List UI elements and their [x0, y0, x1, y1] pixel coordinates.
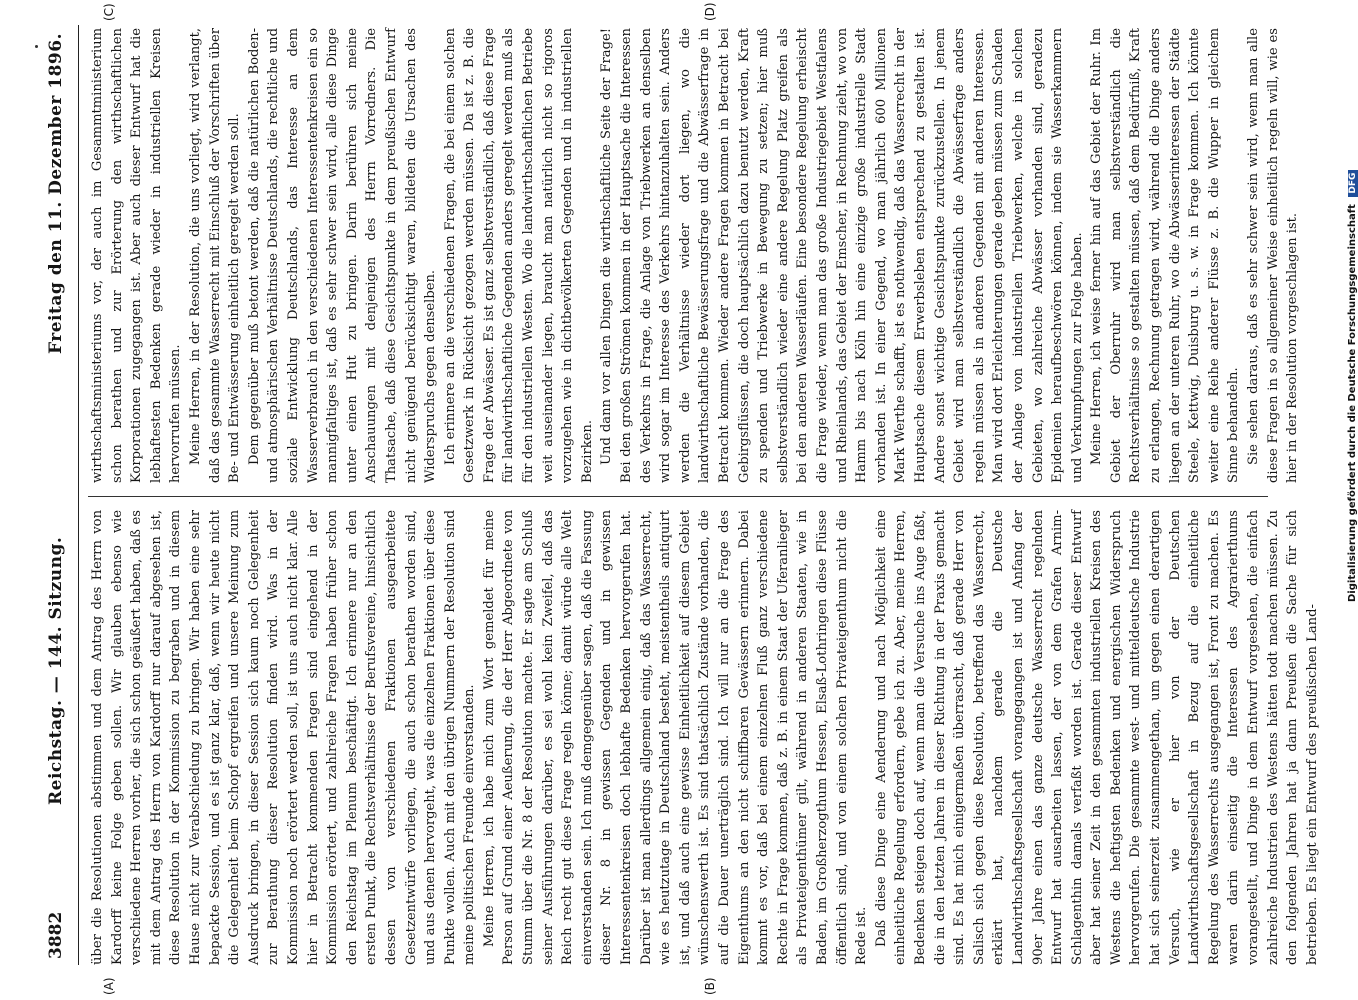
paragraph: Und dann vor allen Dingen die wirthschaftliche Seite der Frage! Bei den großen Strömen kommen in der Hauptsache die Interessen des Verkehrs in Frage, die Anlage von Triebwerken an denselben wird sogar im Interesse des Verkehrs hintanzuhalten sein. Anders werden die Verhältnisse wieder dort liegen, wo die landwirthschaftliche Bewässerungsfrage und die Abwässerfrage in Betracht kommen. Wieder andere Fragen kommen in Betracht bei Gebirgsflüssen, die doch hauptsächlich dazu benutzt werden, Kraft zu spenden und Triebwerke in Bewegung zu setzen; hier muß selbstverständlich wieder eine andere Regelung Platz greifen als bei den anderen Wasserläufen. Eine besondere Regelung erheischt die Frage wieder, wenn man das große Industriegebiet Westfalens und Rheinlands, das Gebiet der Emscher, in Rechnung zieht, wo von Hamm bis nach Köln hin eine einzige große industrielle Stadt vorhanden ist. In einer Gegend, wo man jährlich 600 Millionen Mark Werthe schafft, ist es nothwendig, daß das Wasserrecht in der Hauptsache diesem Erwerbsleben entsprechend zu gestalten ist. Andere sonst wichtige Gesichtspunkte zurückzustellen. In jenem Gebiet wird man selbstverständlich die Abwässerfrage anders regeln müssen als in anderen Gegenden mit anderen Interessen. Man wird dort Erleichterungen gerade geben müssen zum Schaden der Anlage von industriellen Triebwerken, welche in solchen Gebieten, wo zahlreiche Abwässer vorhanden sind, geradezu Epidemien heraufbeschwören können, indem sie Wasserkammern und Verkumpfungen zur Folge haben. — [599, 28, 1085, 483]
paragraph: Daß diese Dinge eine Aenderung und nach Möglichkeit eine einheitliche Regelung erfordern, gebe ich zu. Aber, meine Herren, Bedenken steigen doch auf, wenn man die Versuche ins Auge faßt, die in den letzten Jahren in dieser Richtung in der Praxis gemacht sind. Es hat mich einigermaßen überrascht, daß gerade Herr von Salisch sich gegen diese Resolution, betreffend das Wasserrecht, erklärt hat, nachdem gerade die Deutsche Landwirthschaftsgesellschaft vorangegangen ist und Anfang der 90er Jahre einen das ganze deutsche Wasserrecht regelnden Entwurf hat ausarbeiten lassen, der von dem Grafen Arnim-Schlagenthin damals verfaßt worden ist. Gerade dieser Entwurf aber hat seiner Zeit in den gesammten industriellen Kreisen des Westens die heftigsten Bedenken und energischen Widerspruch hervorgerufen. Die gesammte west- und mitteldeutsche Industrie hat sich seinerzeit zusammengethan, um gegen einen derartigen Versuch, wie er hier von der Deutschen Landwirthschaftsgesellschaft in Bezug auf die einheitliche Regelung des Wasserrechts ausgegangen ist, Front zu machen. Es waren darin einseitig die Interessen des Agrarierthums vorangestellt, und Dinge in dem Entwurf vorgesehen, die einfach zahlreiche Industrien des Westens hätten todt machen müssen. Zu den folgenden Jahren hat ja dann Preußen die Sache für sich betrieben. Es liegt ein Entwurf des preußischen Land- — [873, 510, 1320, 965]
session-date: Freitag den 11. Dezember 1896. — [46, 33, 66, 354]
margin-marker-b: (B) — [703, 977, 717, 995]
right-column — [88, 28, 1301, 483]
paragraph: Meine Herren, in der Resolution, die uns vorliegt, wird verlangt, daß das gesammte Wasserrecht mit Einschluß der Vorschriften über Be- und Entwässerung einheitlich geregelt werden soll. — [187, 28, 243, 483]
margin-marker-a: (A) — [102, 977, 116, 995]
paragraph: Dem gegenüber muß betont werden, daß die natürlichen Boden- und atmosphärischen Verhältnisse Deutschlands, die rechtliche und soziale Entwicklung Deutschlands, das Interesse an dem Wasserverbrauch in den verschiedenen Interessentenkreisen ein so mannigfaltiges ist, daß es sehr schwer sein wird, alle diese Dinge unter einen Hut zu bringen. Darin berühren sich meine Anschauungen mit denjenigen des Herrn Vorredners. Die Thatsache, daß diese Gesichtspunkte in dem preußischen Entwurf nicht genügend berücksichtigt waren, bildeten die Ursachen des Widerspruchs gegen denselben. — [246, 28, 439, 483]
paragraph: Sie sehen daraus, daß es sehr schwer sein wird, wenn man alle diese Fragen in so allgemeiner Weise einheitlich regeln will, wie es hier in der Resolution vorgeschlagen ist. — [1246, 28, 1301, 483]
rotated-page — [38, 2, 1320, 995]
page-number: 3882 — [46, 911, 66, 959]
page-header — [38, 25, 79, 965]
paragraph: Meine Herren, ich weise ferner hin auf das Gebiet der Ruhr. Im Gebiet der Oberruhr wird man selbstverständlich die Rechtsverhältnisse so gestalten müssen, daß dem Bedürfniß, Kraft zu erlangen, Rechnung getragen wird, während die Dinge anders liegen an der unteren Ruhr, wo die Abwässerinteressen der Städte Steele, Kettwig, Duisburg u. s. w. in Frage kommen. Ich könnte weiter eine Reihe anderer Flüsse z. B. die Wupper in gleichem Sinne behandeln. — [1089, 28, 1242, 483]
column-divider — [88, 496, 1268, 497]
dfg-logo: DFG — [1348, 170, 1358, 197]
paragraph: wirthschaftsministeriums vor, der auch im Gesammtministerium schon berathen und zur Erörterung den wirthschaftlichen Korporationen zugegangen ist. Aber auch dieser Entwurf hat die lebhaftesten Bedenken gerade wieder in industriellen Kreisen hervorrufen müssen. — [90, 28, 184, 483]
paragraph: Meine Herren, ich habe mich zum Wort gemeldet für meine Person auf Grund einer Aeußerung, die der Herr Abgeordnete von Stumm über die Nr. 8 der Resolution machte. Er sagte am Schluß seiner Ausführungen darüber, es sei wohl kein Zweifel, daß das Reich recht gut diese Frage regeln könne; damit würde alle Welt einverstanden sein. Ich muß demgegenüber sagen, daß die Fassung dieser Nr. 8 in gewissen Gegenden und in gewissen Interessentenkreisen doch lebhafte Bedenken hervorgerufen hat. Darüber ist man allerdings allgemein einig, daß das Wasserrecht, wie es heutzutage in Deutschland besteht, meistentheils antiquirt ist, und daß auch eine gewisse Einheitlichkeit auf diesem Gebiet wünschenswerth ist. Es sind thatsächlich Zustände vorhanden, die auf die Dauer unerträglich sind. Ich will nur an die Frage des Eigenthums an den nicht schiffbaren Gewässern erinnern. Dabei kommt es vor, daß bei einem einzelnen Fluß ganz verschiedene Rechte in Frage kommen, daß z. B. in einem Staat der Uferanlieger als Privateigenthümer gilt, während in anderen Staaten, wie in Baden, im Großherzogthum Hessen, Elsaß-Lothringen diese Flüsse öffentlich sind, und von einem solchen Privateigenthum nicht die Rede ist. — [481, 510, 870, 965]
funding-note-text: Digitalisierung gefördert durch die Deutsche Forschungsgemeinschaft — [1347, 204, 1358, 602]
margin-marker-c: (C) — [102, 3, 116, 21]
session-title: Reichstag. — 144. Sitzung. — [46, 536, 66, 805]
paragraph: über die Resolutionen abstimmen und dem Antrag des Herrn von Kardorff keine Folge geben sollen. Wir glauben ebenso wie verschiedene Herren vorher, die sich schon geäußert haben, daß es mit dem Antrag des Herrn von Kardorff nur darauf abgesehen ist, diese Resolution in der Kommission zu begraben und in diesem Hause nicht zur Verabschiedung zu bringen. Wir haben eine sehr bepackte Session, und es ist ganz klar, daß, wenn wir heute nicht die Gelegenheit beim Schopf ergreifen und unsere Meinung zum Ausdruck bringen, in dieser Session sich kaum noch Gelegenheit zur Berathung dieser Resolution finden wird. Was in der Kommission noch erörtert werden soll, ist uns auch nicht klar. Alle hier in Betracht kommenden Fragen sind eingehend in der Kommission erörtert, und zahlreiche Fragen haben früher schon den Reichstag im Plenum beschäftigt. Ich erinnere nur an den ersten Punkt, die Rechtsverhältnisse der Berufsvereine, hinsichtlich dessen von verschiedenen Fraktionen ausgearbeitete Gesetzentwürfe vorliegen, die auch schon berathen worden sind, und aus denen hervorgeht, was die einzelnen Fraktionen über diese Punkte wollen. Auch mit den übrigen Nummern der Resolution sind meine politischen Freunde einverstanden. — [90, 510, 478, 965]
margin-marker-d: (D) — [703, 2, 717, 21]
left-column — [88, 510, 1320, 965]
paragraph: Ich erinnere an die verschiedenen Fragen, die bei einem solchen Gesetzwerk in Rücksicht gezogen werden müssen. Da ist z. B. die Frage der Abwässer. Es ist ganz selbstverständlich, daß diese Frage für landwirthschaftliche Gegenden anders geregelt werden muß als für den industriellen Westen. Wo die landwirthschaftlichen Betriebe weit auseinander liegen, braucht man natürlich nicht so rigoros vorzugehen wie in dichtbevölkerten Gegenden und in industriellen Bezirken. — [442, 28, 595, 483]
funding-note — [1333, 12, 1358, 612]
